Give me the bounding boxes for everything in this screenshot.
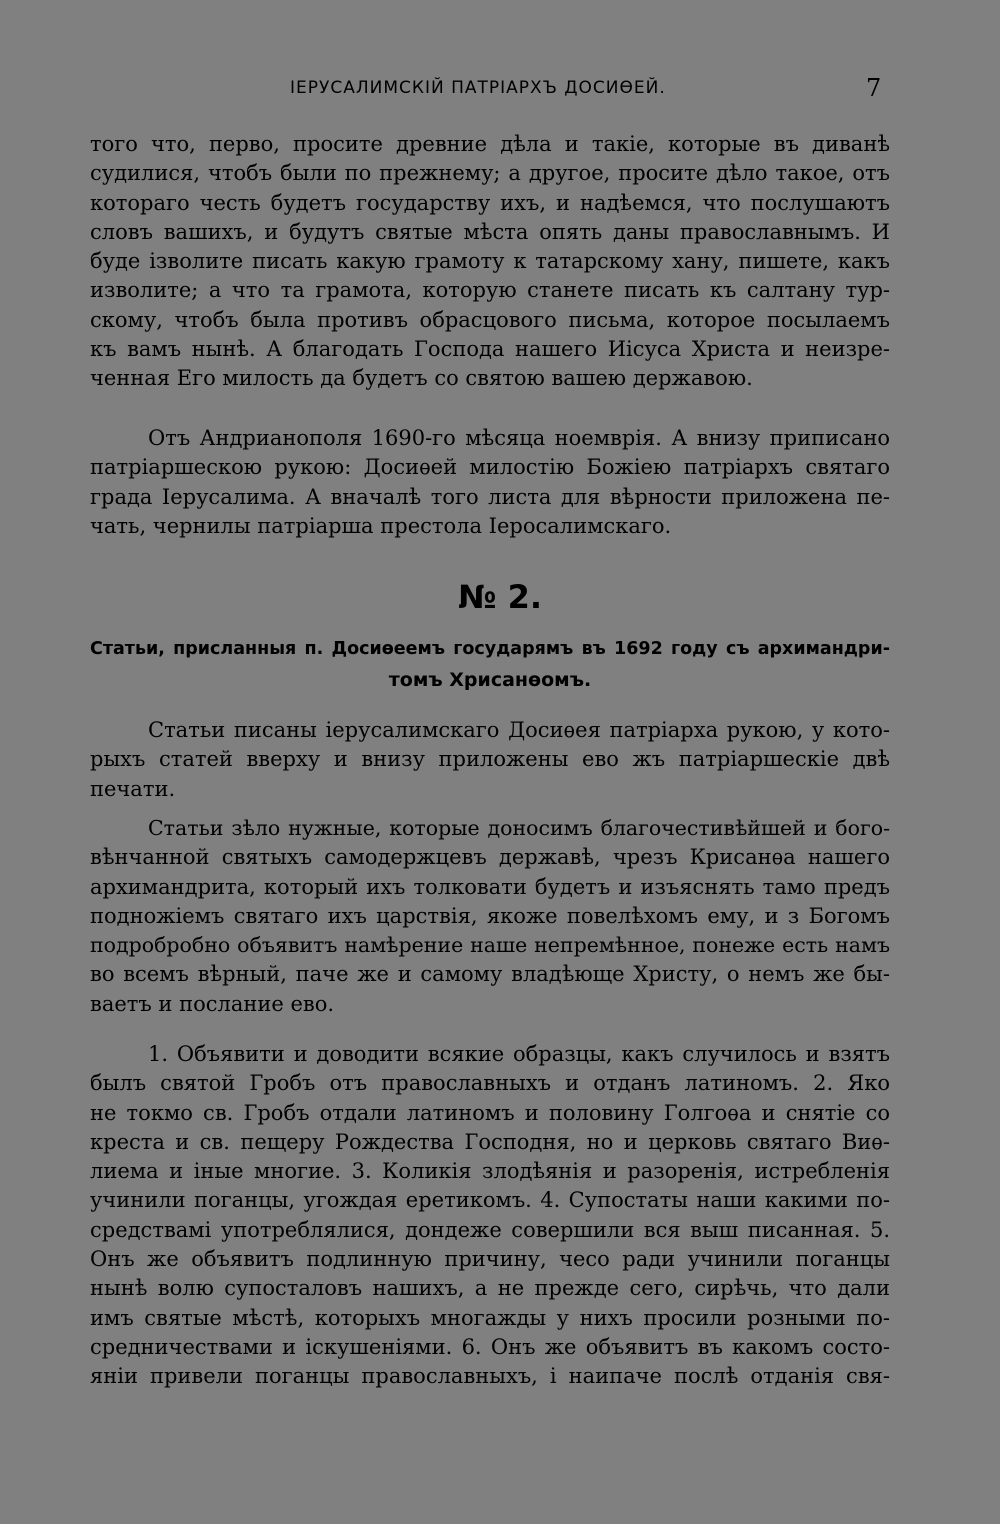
text-line: того что, перво, просите древние дѣла и такіе, которые въ диванѣ [90,132,890,156]
text-line: яніи привели поганцы православныхъ, і наипаче послѣ отданія свя- [90,1364,890,1389]
text-line: былъ святой Гробъ отъ православныхъ и отданъ латиномъ. 2. Яко [90,1071,890,1096]
page-number: 7 [866,74,882,102]
text-line: Статьи зѣло нужные, которые доносимъ благочестивѣйшей и бого- [148,816,890,840]
text-line: архимандрита, который ихъ толковати будетъ и изъяснять тамо предъ [90,874,890,899]
text-line: котораго честь будетъ государству ихъ, и надѣемся, что послушаютъ [90,190,890,215]
text-line: 1. Объявити и доводити всякие образцы, какъ случилось и взятъ [148,1042,890,1066]
text-line: не токмо св. Гробъ отдали латиномъ и половину Голгоѳа и снятіе со [90,1100,890,1125]
text-line: града Іерусалима. А вначалѣ того листа для вѣрности приложена пе- [90,484,890,509]
text-line: скому, чтобъ была противъ обрасцового письма, которое посылаемъ [90,307,890,332]
text-line: креста и св. пещеру Рождества Господня, но и церковь святаго Виѳ- [90,1129,890,1154]
text-line: чать, чернилы патріарша престола Іеросалимскаго. [90,513,672,538]
text-line: нынѣ волю супосталовъ нашихъ, а не прежде сего, сирѣчь, что дали [90,1276,890,1301]
text-line: буде ізволите писать какую грамоту к татарскому хану, пишете, какъ [90,249,890,274]
text-line: печати. [90,776,176,801]
text-line: во всемъ вѣрный, паче же и самому владѣюще Христу, о немъ же бы- [90,962,890,987]
text-line: словъ вашихъ, и будутъ святые мѣста опять даны православнымъ. И [90,219,890,244]
text-line: къ вамъ нынѣ. А благодать Господа нашего Иісуса Христа и неизре- [90,337,890,362]
paragraph-date-note [90,424,890,541]
text-line: Статьи писаны іерусалимскаго Досиѳея патріарха рукою, у кото- [148,718,890,742]
text-line: судилися, чтобъ были по прежнему; а другое, просите дѣло такое, отъ [90,161,890,186]
text-line: имъ святые мѣстѣ, которыхъ многажды у нихъ просили розными по- [90,1305,890,1330]
text-line: изволите; а что та грамота, которую станете писать къ салтану тур- [90,278,890,303]
text-line: вѣнчанной святыхъ самодержцевъ державѣ, чрезъ Крисанѳа нашего [90,845,890,870]
paragraph-articles-needed [90,814,890,1019]
text-line: учинили поганцы, угождая еретикомъ. 4. Супостаты наши какими по- [90,1188,890,1213]
text-line: Онъ же объявитъ подлинную причину, чесо ради учинили поганцы [90,1247,890,1272]
text-line: лиема и іные многие. 3. Коликія злодѣянія и разоренія, истребленія [90,1159,890,1184]
heading-line: Статьи, присланныя п. Досиѳеемъ государямъ въ 1692 году съ архимандри- [90,639,890,659]
text-line: рыхъ статей вверху и внизу приложены ево жъ патріаршескіе двѣ [90,747,890,772]
section-heading [90,634,890,696]
paragraph-numbered-points [90,1040,890,1392]
paragraph-articles-written [90,716,890,804]
text-line: подножіемъ святаго ихъ царствія, якоже повелѣхомъ ему, и з Богомъ [90,903,890,928]
text-line: ваетъ и послание ево. [90,991,335,1016]
text-line: ченная Его милость да будетъ со святою вашею державою. [90,366,753,391]
text-line: средствамі употреблялися, дондеже совершили вся выш писанная. 5. [90,1217,890,1242]
running-title: ІЕРУСАЛИМСКІЙ ПАТРІАРХЪ ДОСИѲЕЙ. [290,78,666,98]
text-line: средничествами и іскушеніями. 6. Онъ же объявитъ въ какомъ состо- [90,1334,890,1359]
heading-line: томъ Хрисанѳомъ. [388,669,592,691]
text-line: подробробно объявитъ намѣрение наше непремѣнное, понеже есть намъ [90,933,890,958]
paragraph-continuation [90,130,890,394]
text-line: патріаршескою рукою: Досиѳей милостію Божіею патріархъ святаго [90,455,890,480]
text-line: Отъ Андрианополя 1690-го мѣсяца ноемврія. А внизу приписано [148,426,890,450]
section-number: № 2. [457,578,543,616]
